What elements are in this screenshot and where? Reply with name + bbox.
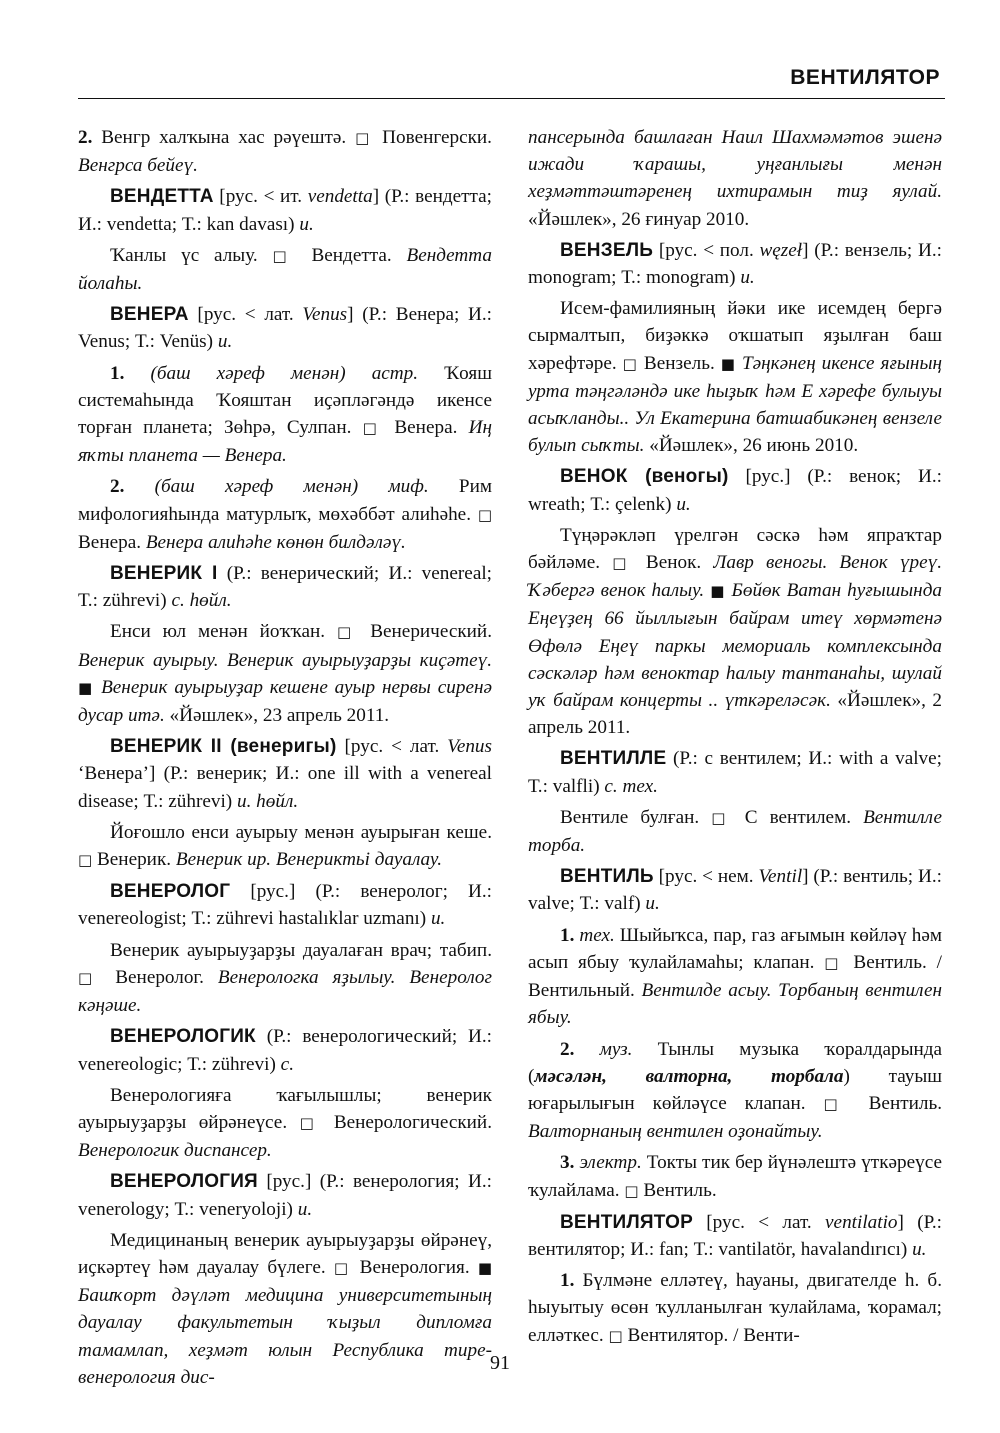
- entry-paragraph: 2. Венгр халҡына хас рәүештә. □ Повенгерски. Венгрса бейеү.: [78, 127, 492, 177]
- entry-headword-ventille: ВЕНТИЛЛЕ (Р.: с вентилем; И.: with a valve; Т.: valfli) с. тех.: [528, 748, 942, 797]
- entry-paragraph: Енси юл менән йоҡҡан. □ Венерический. Венерик ауырыу. Венерик ауырыуҙарҙы киҫәтеү. ■ Венерик ауырыуҙар кешене ауыр нервы сиренә дусар итә. «Йәшлек», 23 апрель 2011.: [78, 621, 493, 727]
- entry-headword-venerologik: ВЕНЕРОЛОГИК (Р.: венерологический; И.: venereologic; Т.: zührevi) с.: [78, 1026, 492, 1075]
- entry-paragraph: Ҡанлы үс алыу. □ Вендетта. Вендетта йолаһы.: [78, 244, 492, 295]
- entry-paragraph: Түңәрәкләп үрелгән сәскә һәм япраҡтар бәйләме. □ Венок. Лавр веногы. Венок үреү. Ҡәбергә венок һалыу. ■ Бөйөк Ватан һуғышында Еңеүҙең 66 йыллығын байрам итеү хөрмәтенә Өфөлә Еңеү паркы мемориаль комплексында сәскәләр һәм веноктар һалыу тантанаһы, шулай уҡ байрам концерты .. үткәреләсәк. «Йәшлек», 2 апрель 2011.: [528, 524, 943, 739]
- entry-headword-venerik-2: ВЕНЕРИК II (венеригы) [рус. < лат. Venus ‘Венера’] (Р.: венерик; И.: one ill with a venereal disease; Т.: zührevi) и. һөйл.: [78, 736, 492, 812]
- entry-paragraph: 1. Бүлмәне елләтеү, һауаны, двигателде һ. б. һыуытыу өсөн ҡулланылған ҡулайлама, ҡорамал; елләткес. □ Вентилятор. / Венти-: [528, 1270, 942, 1346]
- entry-headword-ventilyator: ВЕНТИЛЯТОР [рус. < лат. ventilatio] (Р.: вентилятор; И.: fan; Т.: vantilatör, havalandırıcı) и.: [528, 1211, 942, 1260]
- header-rule: [78, 98, 945, 99]
- entry-paragraph: Венерологияға ҡағылышлы; венерик ауырыуҙарҙы өйрәнеүсе. □ Венерологический. Венерологик диспансер.: [78, 1084, 492, 1162]
- entry-paragraph: 1. (баш хәреф менән) астр. Ҡояш системаһында Ҡояштан иҫәпләгәндә икенсе торған планета; Зөһрә, Сулпан. □ Венера. Иң яҡты планета — Венера.: [78, 362, 492, 467]
- entry-headword-vendetta: ВЕНДЕТТА [рус. < ит. vendetta] (Р.: вендетта; И.: vendetta; Т.: kan davası) и.: [78, 186, 492, 235]
- running-head: ВЕНТИЛЯТОР: [790, 66, 940, 89]
- entry-headword-venerolog: ВЕНЕРОЛОГ [рус.] (Р.: венеролог; И.: venereologist; Т.: zührevi hastalıklar uzmanı) и.: [78, 881, 492, 930]
- entry-headword-venerologiya: ВЕНЕРОЛОГИЯ [рус.] (Р.: венерология; И.: venerology; Т.: veneryoloji) и.: [78, 1171, 492, 1220]
- entry-paragraph: 2. (баш хәреф менән) миф. Рим мифологияһында матурлыҡ, мөхәббәт алиһәһе. □ Венера. Венера алиһәһе көнөн билдәләү.: [78, 476, 492, 553]
- entry-paragraph: 1. тех. Шыйыҡса, пар, газ ағымын көйләү һәм асып ябыу ҡулайламаһы; клапан. □ Вентиль. / Вентильный. Вентилде асыу. Торбаның вентилен ябыу.: [528, 924, 942, 1029]
- entry-headword-venera: ВЕНЕРА [рус. < лат. Venus] (Р.: Венера; И.: Venus; Т.: Venüs) и.: [78, 304, 493, 353]
- entry-paragraph: 3. электр. Токты тик бер йүнәлештә үткәреүсе ҡулайлама. □ Вентиль.: [528, 1152, 942, 1201]
- entry-paragraph: Медицинаның венерик ауырыуҙарҙы өйрәнеү, иҫкәртеү һәм дауалау бүлеге. □ Венерология. ■ Башҡорт дәүләт медицина университетының дауалау факультетын ҡыҙыл дипломға тамамлап, хеҙмәт юлын Республика тире-венерология дис-: [78, 1229, 492, 1388]
- entry-paragraph: Венерик ауырыуҙарҙы дауалаған врач; табип. □ Венеролог. Венерологка яҙылыу. Венеролог кәңәше.: [78, 939, 492, 1017]
- left-column: [78, 124, 492, 1395]
- entry-headword-venok: ВЕНОК (веногы) [рус.] (Р.: венок; И.: wreath; Т.: çelenk) и.: [528, 466, 942, 515]
- entry-headword-ventil: ВЕНТИЛЬ [рус. < нем. Ventil] (Р.: вентиль; И.: valve; Т.: valf) и.: [528, 866, 942, 915]
- entry-paragraph: Исем-фамилияның йәки ике исемдең бергә сырмалтып, биҙәккә оҡшатып яҙылған баш хәрефтәре. □ Вензель. ■ Тәңкәнең икенсе яғының урта тәңгәләндә ике һыҙыҡ һәм Е хәрефе булыуы асыҡланды.. Ул Екатерина батшабикәнең вензеле булып сыҡты. «Йәшлек», 26 июнь 2010.: [528, 298, 942, 457]
- entry-paragraph: пансерында башлаған Наил Шахмәмәтов эшенә ижади ҡарашы, уңғанлығы менән хеҙмәттәштәренең ихтирамын тиҙ яулай. «Йәшлек», 26 ғинуар 2010.: [528, 127, 942, 230]
- entry-paragraph: 2. муз. Тынлы музыка ҡоралдарында (мәсәлән, валторна, торбала) тауыш юғарылығын көйләүсе клапан. □ Вентиль. Валторнаның вентилен оҙонайтыу.: [528, 1038, 943, 1143]
- page-number: 91: [490, 1352, 510, 1374]
- entry-headword-venerik-1: ВЕНЕРИК I (Р.: венерический; И.: venereal; Т.: zührevi) с. һөйл.: [78, 563, 492, 612]
- entry-headword-venzel: ВЕНЗЕЛЬ [рус. < пол. węzeł] (Р.: вензель; И.: monogram; Т.: monogram) и.: [528, 239, 942, 289]
- entry-paragraph: Вентиле булған. □ С вентилем. Вентилле торба.: [528, 806, 942, 857]
- right-column: [528, 124, 942, 1354]
- entry-paragraph: Йоғошло енси ауырыу менән ауырыған кеше. □ Венерик. Венерик ир. Венериктьі дауалау.: [78, 821, 492, 871]
